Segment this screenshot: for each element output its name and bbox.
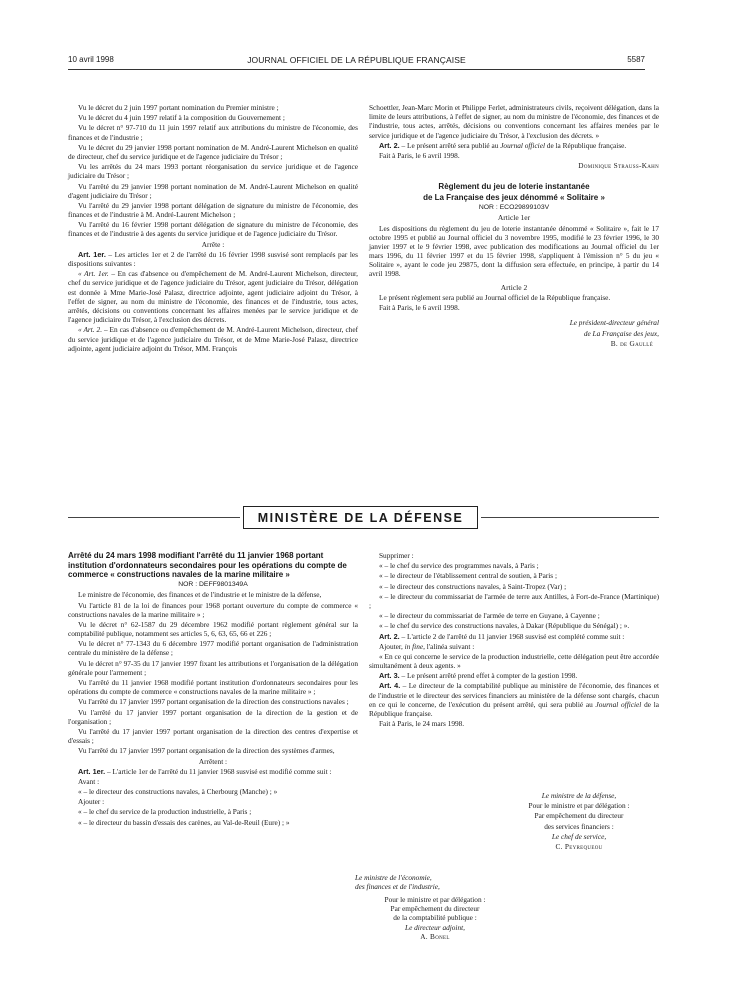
sig-line: Pour le ministre et par délégation : bbox=[384, 895, 486, 904]
page-header bbox=[68, 55, 645, 69]
journal-officiel: Journal officiel bbox=[500, 140, 545, 150]
loterie-title-line-2: de La Française des jeux dénommé « Solitaire » bbox=[423, 192, 605, 202]
arretent-label: Arrêtent : bbox=[198, 756, 228, 766]
preamble-paragraph: Vu l'arrêté du 11 janvier 1968 modifié portant institution d'ordonnateurs secondaires pour les opérations du compte de commerce « constructions navales de la marine militaire » ; bbox=[68, 678, 358, 697]
ajouter-text: Ajouter, bbox=[379, 641, 405, 651]
fait-a-paris: Fait à Paris, le 6 avril 1998. bbox=[379, 150, 460, 160]
sig-line: des services financiers : bbox=[544, 821, 614, 831]
signature-name: Dominique Strauss-Kahn bbox=[578, 161, 659, 171]
sig-name: B. de Gaullé bbox=[610, 338, 653, 348]
sig-line: Le chef de service, bbox=[551, 831, 607, 841]
sig-line: Par empêchement du directeur bbox=[534, 811, 624, 821]
ministry-rule-right bbox=[481, 517, 659, 518]
avant-label: Avant : bbox=[78, 776, 100, 786]
visa-paragraph: Vu l'arrêté du 29 janvier 1998 portant nomination de M. André-Laurent Michelson en qualité d'agent judiciaire du Trésor ; bbox=[68, 181, 358, 200]
signature-minister bbox=[369, 161, 659, 170]
sig-line: Pour le ministre et par délégation : bbox=[528, 801, 630, 811]
ajouter-end: , l'alinéa suivant : bbox=[423, 641, 475, 651]
ministry-heading-box bbox=[243, 506, 478, 529]
article-2 bbox=[369, 141, 659, 150]
visa-paragraph: Vu le décret n° 97-710 du 11 juin 1997 relatif aux attributions du ministre de l'économie, des finances et de l'industrie ; bbox=[68, 123, 358, 142]
ministry-rule-left bbox=[68, 517, 240, 518]
bottom-article-3-label: Art. 3. bbox=[379, 671, 400, 681]
bottom-article-4-end: de la République française. bbox=[369, 699, 659, 718]
quoted-article-2-label: « Art. 2. bbox=[78, 325, 103, 335]
in-fine: in fine bbox=[404, 641, 424, 651]
article-1-body: Les dispositions du règlement du jeu de loterie instantanée dénommé « Solitaire », fait le 17 octobre 1995 et publié au Journal officiel du 3 novembre 1995, modifié le 23 février 1996, le 30 janvier 1997 et le 9 février 1998, avec publication des modifications au Journal officiel du 1er mars 1996, du 11 février 1997 et du 15 février 1998, s'appliquent à l'émission n° 5 du jeu « Solitaire », ayant le code jeu 29875, dont la diffusion sera effectuée, en principe, à partir du 14 avril 1998. bbox=[369, 223, 659, 279]
article-1-text: – Les articles 1er et 2 de l'arrêté du 16 février 1998 susvisé sont remplacés par les dispositions suivantes : bbox=[68, 249, 358, 268]
bottom-article-3 bbox=[369, 671, 659, 680]
bottom-article-3-text: – Le présent arrêté prend effet à compter de la gestion 1998. bbox=[399, 671, 578, 681]
header-journal-title: JOURNAL OFFICIEL DE LA RÉPUBLIQUE FRANÇAISE bbox=[247, 55, 466, 65]
preamble-paragraph: Le ministre de l'économie, des finances et de l'industrie et le ministre de la défense, bbox=[78, 590, 322, 600]
signature-defense bbox=[499, 791, 659, 852]
ajouter-in-fine bbox=[369, 642, 659, 651]
loterie-title-line-1: Règlement du jeu de loterie instantanée bbox=[438, 182, 590, 192]
journal-officiel: Journal officiel bbox=[595, 699, 642, 709]
visa-paragraph: Vu les arrêtés du 24 mars 1993 portant réorganisation du service juridique et de l'agence judiciaire du Trésor ; bbox=[68, 162, 358, 181]
top-left-column bbox=[68, 103, 358, 354]
arrete-nor: NOR : DEFF9801349A bbox=[178, 580, 248, 588]
visa-paragraph: Vu l'arrêté du 16 février 1998 portant délégation de signature du ministre de l'économie, des finances et de l'industrie à des agents du service juridique et de l'agence judiciaire du Trésor. bbox=[68, 220, 358, 239]
bottom-article-1 bbox=[68, 767, 358, 776]
header-rule bbox=[68, 69, 645, 70]
added-paragraph: « En ce qui concerne le service de la production industrielle, cette délégation peut être accordée simultanément à deux agents. » bbox=[369, 651, 659, 671]
quoted-article-1-label: « Art. 1er. bbox=[78, 269, 109, 279]
article-2-end: de la République française. bbox=[544, 140, 627, 150]
quoted-article-2-text: – En cas d'absence ou d'empêchement de M. André-Laurent Michelson, directeur, chef du service juridique et de l'agence judiciaire du Trésor, et de Mme Marie-José Palasz, directrice adjointe, agent judiciaire adjoint du Trésor, MM. François bbox=[68, 325, 358, 353]
ministry-heading: MINISTÈRE DE LA DÉFENSE bbox=[257, 510, 464, 525]
article-2-text: – Le présent arrêté sera publié au bbox=[399, 140, 501, 150]
sig-line: des finances et de l'industrie, bbox=[355, 882, 440, 892]
visa-paragraph: Vu le décret du 2 juin 1997 portant nomination du Premier ministre ; bbox=[78, 103, 279, 112]
supprimer-label: Supprimer : bbox=[379, 551, 414, 560]
continuation-text: Schoettler, Jean-Marc Morin et Philippe Ferlet, administrateurs civils, reçoivent délégation, dans la limite de leurs attributions, à l'effet de signer, au nom du ministre de l'économie, des finances et de l'industrie, tous actes, arrêtés, décisions ou conventions concernant les affaires menées par le service juridique et de l'agence judiciaire du Trésor, à l'exclusion des décrets. » bbox=[369, 103, 659, 140]
supprimer-item: « – le directeur du commissariat de l'armée de terre aux Antilles, à Fort-de-France (Martinique) ; bbox=[369, 591, 659, 610]
article-2-body: Le présent règlement sera publié au Journal officiel de la République française. bbox=[379, 293, 611, 303]
bottom-article-4-text: – Le directeur de la comptabilité publique au ministère de l'économie, des finances et de l'industrie et le directeur des services financiers au ministère de la défense sont chargés, chacun en ce qui le concerne, de l'exécution du présent arrêté, qui sera publié au bbox=[369, 681, 660, 709]
sig-line: Le ministre de l'économie, bbox=[355, 873, 432, 882]
preamble-paragraph: Vu l'article 81 de la loi de finances pour 1968 portant ouverture du compte de commerce « constructions navales de la marine militaire » ; bbox=[68, 600, 358, 619]
quoted-article-1-text: – En cas d'absence ou d'empêchement de M. André-Laurent Michelson, directeur, chef du service juridique et de l'agence judiciaire du Trésor, agent judiciaire du Trésor, délégation est donnée à Mme Marie-José Palasz, directrice adjointe, agent judiciaire adjoint du Trésor, à l'effet de signer, au nom du ministre de l'économie, des finances et de l'industrie, tous actes, arrêtés, décisions ou conventions concernant les affaires menées par le service juridique et de l'agence judiciaire du Trésor, à l'exclusion des décrets. bbox=[68, 269, 358, 325]
ajouter-item: « – le chef du service de la production industrielle, à Paris ; bbox=[78, 807, 252, 817]
bottom-article-1-text: – L'article 1er de l'arrêté du 11 janvier 1968 susvisé est modifié comme suit : bbox=[105, 766, 332, 776]
article-2-heading: Article 2 bbox=[500, 282, 528, 292]
sig-name: C. Peyrequeou bbox=[555, 841, 603, 851]
supprimer-item: « – le directeur de l'établissement central de soutien, à Paris ; bbox=[379, 571, 558, 581]
bottom-article-2-text: – L'article 2 de l'arrêté du 11 janvier 1968 susvisé est complété comme suit : bbox=[399, 631, 625, 641]
sig-line: de la comptabilité publique : bbox=[393, 913, 477, 923]
article-2-label: Art. 2. bbox=[379, 140, 400, 150]
ajouter-label: Ajouter : bbox=[78, 797, 105, 807]
preamble-paragraph: Vu le décret n° 77-1343 du 6 décembre 1977 modifié portant organisation de l'administration centrale du ministère de la défense ; bbox=[68, 639, 358, 658]
article-1-heading: Article 1er bbox=[497, 213, 531, 223]
visa-paragraph: Vu l'arrêté du 29 janvier 1998 portant délégation de signature du ministre de l'économie, des finances et de l'industrie à M. André-Laurent Michelson ; bbox=[68, 200, 358, 220]
fait-a-paris-2: Fait à Paris, le 6 avril 1998. bbox=[379, 303, 460, 313]
preamble-paragraph: Vu l'arrêté du 17 janvier 1997 portant organisation de la direction des systèmes d'armes, bbox=[78, 746, 335, 756]
bottom-right-column bbox=[369, 551, 660, 851]
preamble-paragraph: Vu l'arrêté du 17 janvier 1997 portant organisation de la direction des constructions navales ; bbox=[78, 697, 349, 707]
preamble-paragraph: Vu le décret n° 62-1587 du 29 décembre 1962 modifié portant règlement général sur la comptabilité publique, notamment ses articles 5, 6, 63, 65, 66 et 226 ; bbox=[68, 619, 358, 639]
supprimer-item: « – le chef du service des constructions navales, à Dakar (République du Sénégal) ; ». bbox=[379, 621, 630, 631]
quoted-article-1 bbox=[68, 269, 358, 324]
preamble-paragraph: Vu l'arrêté du 17 janvier 1997 portant organisation de la direction des centres d'expertise et d'essais ; bbox=[68, 726, 358, 746]
sig-name: A. Bonel bbox=[420, 931, 450, 941]
top-right-column bbox=[369, 103, 659, 349]
supprimer-item: « – le chef du service des programmes navals, à Paris ; bbox=[379, 561, 539, 571]
quoted-article-2 bbox=[68, 325, 358, 353]
preamble-paragraph: Vu le décret n° 97-35 du 17 janvier 1997 fixant les attributions et l'organisation de la délégation générale pour l'armement ; bbox=[68, 658, 358, 677]
sig-line: Le ministre de la défense, bbox=[541, 791, 617, 800]
avant-item: « – le directeur des constructions navales, à Cherbourg (Manche) ; » bbox=[78, 787, 278, 797]
bottom-article-2 bbox=[369, 632, 659, 641]
bottom-article-4 bbox=[369, 681, 659, 718]
article-1-label: Art. 1er. bbox=[78, 249, 106, 259]
bottom-left-column bbox=[68, 551, 358, 828]
signature-economie bbox=[355, 873, 505, 891]
arrete-label: Arrête : bbox=[201, 239, 225, 249]
sig-role-1: Le président-directeur général bbox=[569, 318, 659, 328]
bottom-article-1-label: Art. 1er. bbox=[78, 766, 106, 776]
loterie-nor: NOR : ECO29899103V bbox=[478, 203, 550, 211]
sig-line: Par empêchement du directeur bbox=[390, 904, 480, 914]
bottom-article-2-label: Art. 2. bbox=[379, 631, 400, 641]
sig-role-2: de La Française des jeux, bbox=[583, 328, 659, 338]
header-date: 10 avril 1998 bbox=[68, 55, 114, 64]
visa-paragraph: Vu le décret du 29 janvier 1998 portant nomination de M. André-Laurent Michelson en qualité de directeur, chef du service juridique et de l'agence judiciaire du Trésor ; bbox=[68, 142, 358, 161]
supprimer-item: « – le directeur des constructions navales, à Saint-Tropez (Var) ; bbox=[379, 581, 567, 591]
article-1 bbox=[68, 250, 358, 268]
signature-economie-2 bbox=[370, 895, 500, 941]
sig-line: Le directeur adjoint, bbox=[405, 922, 465, 932]
bottom-article-4-label: Art. 4. bbox=[379, 681, 401, 691]
supprimer-item: « – le directeur du commissariat de l'armée de terre en Guyane, à Cayenne ; bbox=[379, 611, 600, 621]
fait-a-paris-3: Fait à Paris, le 24 mars 1998. bbox=[379, 719, 465, 729]
header-page-number: 5587 bbox=[627, 55, 645, 64]
arrete-title: Arrêté du 24 mars 1998 modifiant l'arrêté du 11 janvier 1968 portant institution d'ordonnateurs secondaires pour les opérations du compte de commerce « constructions navales de la marine militaire » bbox=[68, 551, 347, 580]
ajouter-item: « – le directeur du bassin d'essais des carènes, au Val-de-Reuil (Eure) ; » bbox=[78, 817, 290, 827]
visa-paragraph: Vu le décret du 4 juin 1997 relatif à la composition du Gouvernement ; bbox=[78, 113, 285, 123]
preamble-paragraph: Vu l'arrêté du 17 janvier 1997 portant organisation de la direction de la gestion et de l'organisation ; bbox=[68, 707, 358, 726]
